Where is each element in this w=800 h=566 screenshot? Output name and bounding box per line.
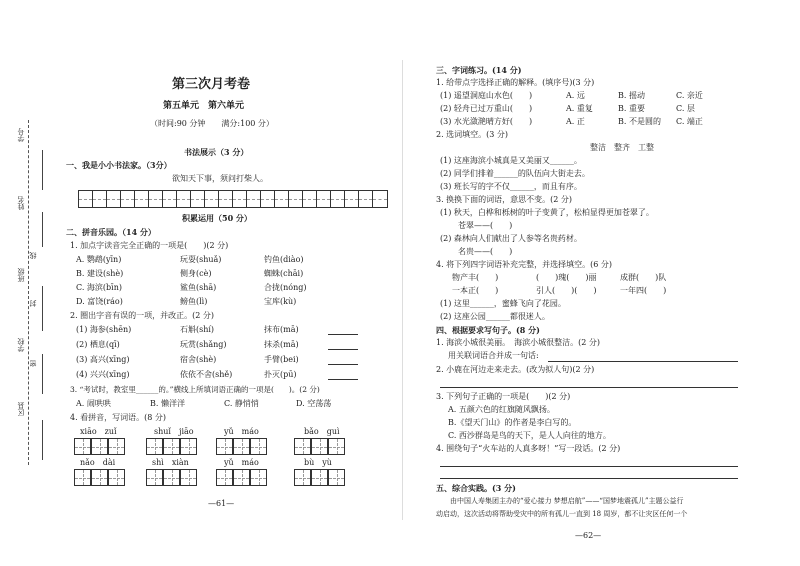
s4-q3: 3. 下列句子正确的一项是( )(2 分) (436, 392, 571, 401)
char-box[interactable] (233, 438, 250, 455)
r-q1-opt: C. 层 (676, 104, 695, 113)
side-class-label: 班级 (17, 268, 25, 282)
char-box[interactable] (311, 469, 328, 486)
side-district-label: 区县 (17, 402, 25, 416)
q2-item: 手臂(bei) (264, 355, 299, 364)
side-name-line (42, 212, 43, 247)
fold-line (28, 120, 29, 465)
q1-option: D. 富饶(ráo) (76, 297, 123, 306)
r-q1-stem: 1. 给带点字选择正确的解释。(填序号)(3 分) (436, 78, 595, 87)
char-box[interactable] (328, 469, 345, 486)
r-q1-opt: C. 端正 (676, 117, 703, 126)
r-q1-opt: C. 亲近 (676, 91, 703, 100)
r-q4-word: ( )瑰( )丽 (536, 273, 597, 282)
char-box[interactable] (311, 438, 328, 455)
side-district-line (42, 420, 43, 460)
calligraphy-grid (78, 190, 388, 208)
q2-answer-line[interactable] (328, 349, 358, 350)
char-box[interactable] (294, 469, 311, 486)
q4-stem: 4. 看拼音，写词语。(8 分) (70, 413, 167, 422)
r-q3-item: (2) 森林向人们献出了人参等名贵药材。 (440, 234, 582, 243)
calligraphy-header: 书法展示（3 分） (184, 147, 249, 157)
q1-option: 合拢(nóng) (264, 283, 307, 292)
pinyin-label: yǔ máo (224, 427, 259, 436)
char-box[interactable] (180, 438, 197, 455)
r-q1-item: (2) 轻舟已过万重山( ) (440, 104, 533, 113)
s4-q4-answer-line[interactable] (440, 466, 738, 467)
q3-stem: 3. “考试时，教室里______的。”横线上所填词语正确的一项是( )。(2 分) (70, 385, 320, 394)
q2-item: (1) 海参(shēn) (76, 325, 132, 334)
q3-option: D. 空荡荡 (296, 399, 332, 408)
page-number-left: —61— (208, 499, 235, 508)
char-box[interactable] (216, 469, 233, 486)
q1-option: B. 建设(shè) (76, 269, 124, 278)
char-box[interactable] (108, 469, 125, 486)
q2-stem: 2. 圈出字音有误的一项，并改正。(2 分) (70, 311, 215, 320)
s4-q1: 1. 海滨小城很美丽。 海滨小城很整洁。(2 分) (436, 338, 601, 347)
r-q4-word: 引人( )( ) (536, 286, 597, 295)
r-q1-item: (1) 遥望洞庭山水色( ) (440, 91, 533, 100)
s4-q4: 4. 围绕句子“火车站的人真多呀！”写一段话。(2 分) (436, 444, 621, 453)
s5-text: 由中国人寿集团主办的“爱心接力 梦想启航”——“国梦地震孤儿”主题公益行 (450, 497, 684, 505)
r-q2-words: 整洁 整齐 工整 (590, 143, 654, 152)
char-box[interactable] (180, 469, 197, 486)
section-2-title: 二、拼音乐园。（14 分） (66, 227, 156, 237)
q3-option: C. 静悄悄 (224, 399, 259, 408)
pinyin-label: shuǐ jiāo (154, 427, 194, 436)
pinyin-label: nǎo dài (80, 458, 116, 467)
q2-item: (4) 兴兴(xīng) (76, 370, 130, 379)
r-q1-item: (3) 水光潋滟晴方好( ) (440, 117, 533, 126)
char-box[interactable] (163, 469, 180, 486)
q1-stem: 1. 加点字读音完全正确的一项是( )(2 分) (70, 241, 229, 250)
side-number-label: 学号 (17, 128, 25, 142)
binding-margin (0, 0, 62, 566)
q2-item: (2) 栖息(qī) (76, 340, 120, 349)
char-box[interactable] (216, 438, 233, 455)
r-q1-opt: A. 重复 (566, 104, 593, 113)
q2-item: 扑灭(pū) (264, 370, 297, 379)
q1-option: 鳑鱼(lì) (180, 297, 208, 306)
char-box[interactable] (91, 469, 108, 486)
char-box[interactable] (74, 438, 91, 455)
r-q1-opt: B. 不是圆的 (618, 117, 661, 126)
char-box[interactable] (250, 469, 267, 486)
r-q2-item: (3) 班长写的字不仅______，而且有序。 (440, 182, 582, 191)
r-q3-stem: 3. 换换下面的词语，意思不变。(2 分) (436, 195, 573, 204)
side-seal-1: 线 (29, 252, 37, 259)
r-q4-word: 一年四( ) (620, 286, 667, 295)
q2-item: 宿舍(shè) (180, 355, 217, 364)
pinyin-label: yǔ máo (224, 458, 259, 467)
q1-option: 蜘蛛(chāi) (264, 269, 304, 278)
r-q4-word: 物产丰( ) (452, 273, 499, 282)
exam-title: 第三次月考卷 (172, 77, 251, 92)
q2-item: 玩赏(shǎng) (180, 340, 227, 349)
q2-answer-line[interactable] (328, 379, 358, 380)
q1-option: 鲨鱼(shā) (180, 283, 217, 292)
accumulation-header: 积累运用（50 分） (182, 213, 252, 223)
side-number-line (42, 150, 43, 190)
char-box[interactable] (163, 438, 180, 455)
side-name-label: 姓名 (17, 196, 25, 210)
char-box[interactable] (250, 438, 267, 455)
q2-item: (3) 高兴(xīng) (76, 355, 130, 364)
s4-q3-option: B.《望天门山》的作者是李白写的。 (448, 418, 577, 427)
char-box[interactable] (328, 438, 345, 455)
q1-option: 侧身(cè) (180, 269, 212, 278)
char-box[interactable] (146, 438, 163, 455)
pinyin-label: bù yù (304, 458, 332, 467)
char-box[interactable] (74, 469, 91, 486)
s5-text: 动启动，这次活动将帮助受灾中的所有孤儿一直到 18 周岁，都不让灾区任何一个 (436, 510, 688, 518)
section-3-title: 三、字词练习。(14 分) (436, 65, 522, 75)
s4-q2-answer-line[interactable] (440, 387, 738, 388)
section-4-title: 四、根据要求写句子。(8 分) (436, 325, 540, 335)
q2-item: 石斛(shí) (180, 325, 215, 334)
r-q2-item: (2) 同学们排着______的队伍向大街走去。 (440, 169, 590, 178)
pinyin-label: shì xiàn (152, 458, 189, 467)
q1-option: 宝库(kù) (264, 297, 297, 306)
s4-q3-option: C. 西沙群岛是鸟的天下，是人人向往的地方。 (448, 431, 611, 440)
side-school-label: 学校 (17, 338, 25, 352)
r-q2-item: (1) 这座海滨小城真是又美丽又______。 (440, 156, 582, 165)
side-seal-2: 封 (29, 300, 37, 307)
s4-q3-option: A. 五颜六色的红旗随风飘扬。 (448, 405, 555, 414)
side-seal-3: 密 (29, 360, 37, 367)
section-1-title: 一、我是小小书法家。（3分） (66, 160, 172, 170)
pinyin-label: bǎo guì (304, 427, 340, 436)
q3-option: A. 闹哄哄 (76, 399, 111, 408)
r-q1-opt: B. 重要 (618, 104, 645, 113)
r-q1-opt: B. 摇动 (618, 91, 645, 100)
q3-option: B. 懒洋洋 (150, 399, 185, 408)
r-q4-fill: (2) 这座公园______都很迷人。 (440, 312, 550, 321)
char-box[interactable] (146, 469, 163, 486)
page-number-right: —62— (575, 531, 602, 540)
q1-option: A. 鹦鹉(yīn) (76, 255, 122, 264)
r-q4-stem: 4. 将下列四字词语补充完整，并选择填空。(6 分) (436, 260, 613, 269)
r-q4-word: 一本正( ) (452, 286, 499, 295)
s4-q1-instruction: 用关联词语合并成一句话: (448, 351, 539, 360)
r-q3-item: (1) 秋天，白桦和栎树的叶子变黄了，松柏显得更加苍翠了。 (440, 208, 654, 217)
r-q3-answer: 名贵——( ) (458, 247, 513, 256)
r-q2-stem: 2. 选词填空。(3 分) (436, 130, 509, 139)
q2-answer-line[interactable] (328, 364, 358, 365)
q2-item: 抹布(mā) (264, 325, 299, 334)
q1-option: 玩耍(shuǎ) (180, 255, 222, 264)
char-box[interactable] (108, 438, 125, 455)
char-box[interactable] (294, 438, 311, 455)
r-q4-word: 成群( )队 (620, 273, 667, 282)
units-subtitle: 第五单元 第六单元 (163, 101, 245, 111)
s4-q1-answer-line[interactable] (548, 361, 738, 362)
r-q3-answer: 苍翠——( ) (458, 221, 513, 230)
q2-item: 依依不舍(shě) (180, 370, 233, 379)
r-q4-fill: (1) 这里______，蜜蜂飞向了花园。 (440, 299, 566, 308)
r-q1-opt: A. 远 (566, 91, 585, 100)
q2-answer-line[interactable] (328, 334, 358, 335)
side-class-line (42, 286, 43, 331)
side-school-line (42, 354, 43, 394)
calligraphy-text: 欲知天下事，须问打柴人。 (172, 174, 268, 183)
r-q1-opt: A. 正 (566, 117, 585, 126)
char-box[interactable] (91, 438, 108, 455)
q1-option: 钓鱼(diào) (264, 255, 304, 264)
section-5-title: 五、综合实践。(3 分) (436, 483, 516, 493)
q1-option: C. 海滨(bīn) (76, 283, 122, 292)
s4-q4-answer-line[interactable] (440, 478, 738, 479)
page-divider (402, 60, 403, 520)
q2-item: 抹杀(mā) (264, 340, 299, 349)
pinyin-label: xiāo zuǐ (80, 427, 117, 436)
s4-q2: 2. 小鹿在河边走来走去。(改为拟人句)(2 分) (436, 365, 595, 374)
char-box[interactable] (233, 469, 250, 486)
time-info: （时间:90 分钟 满分:100 分） (150, 119, 274, 128)
